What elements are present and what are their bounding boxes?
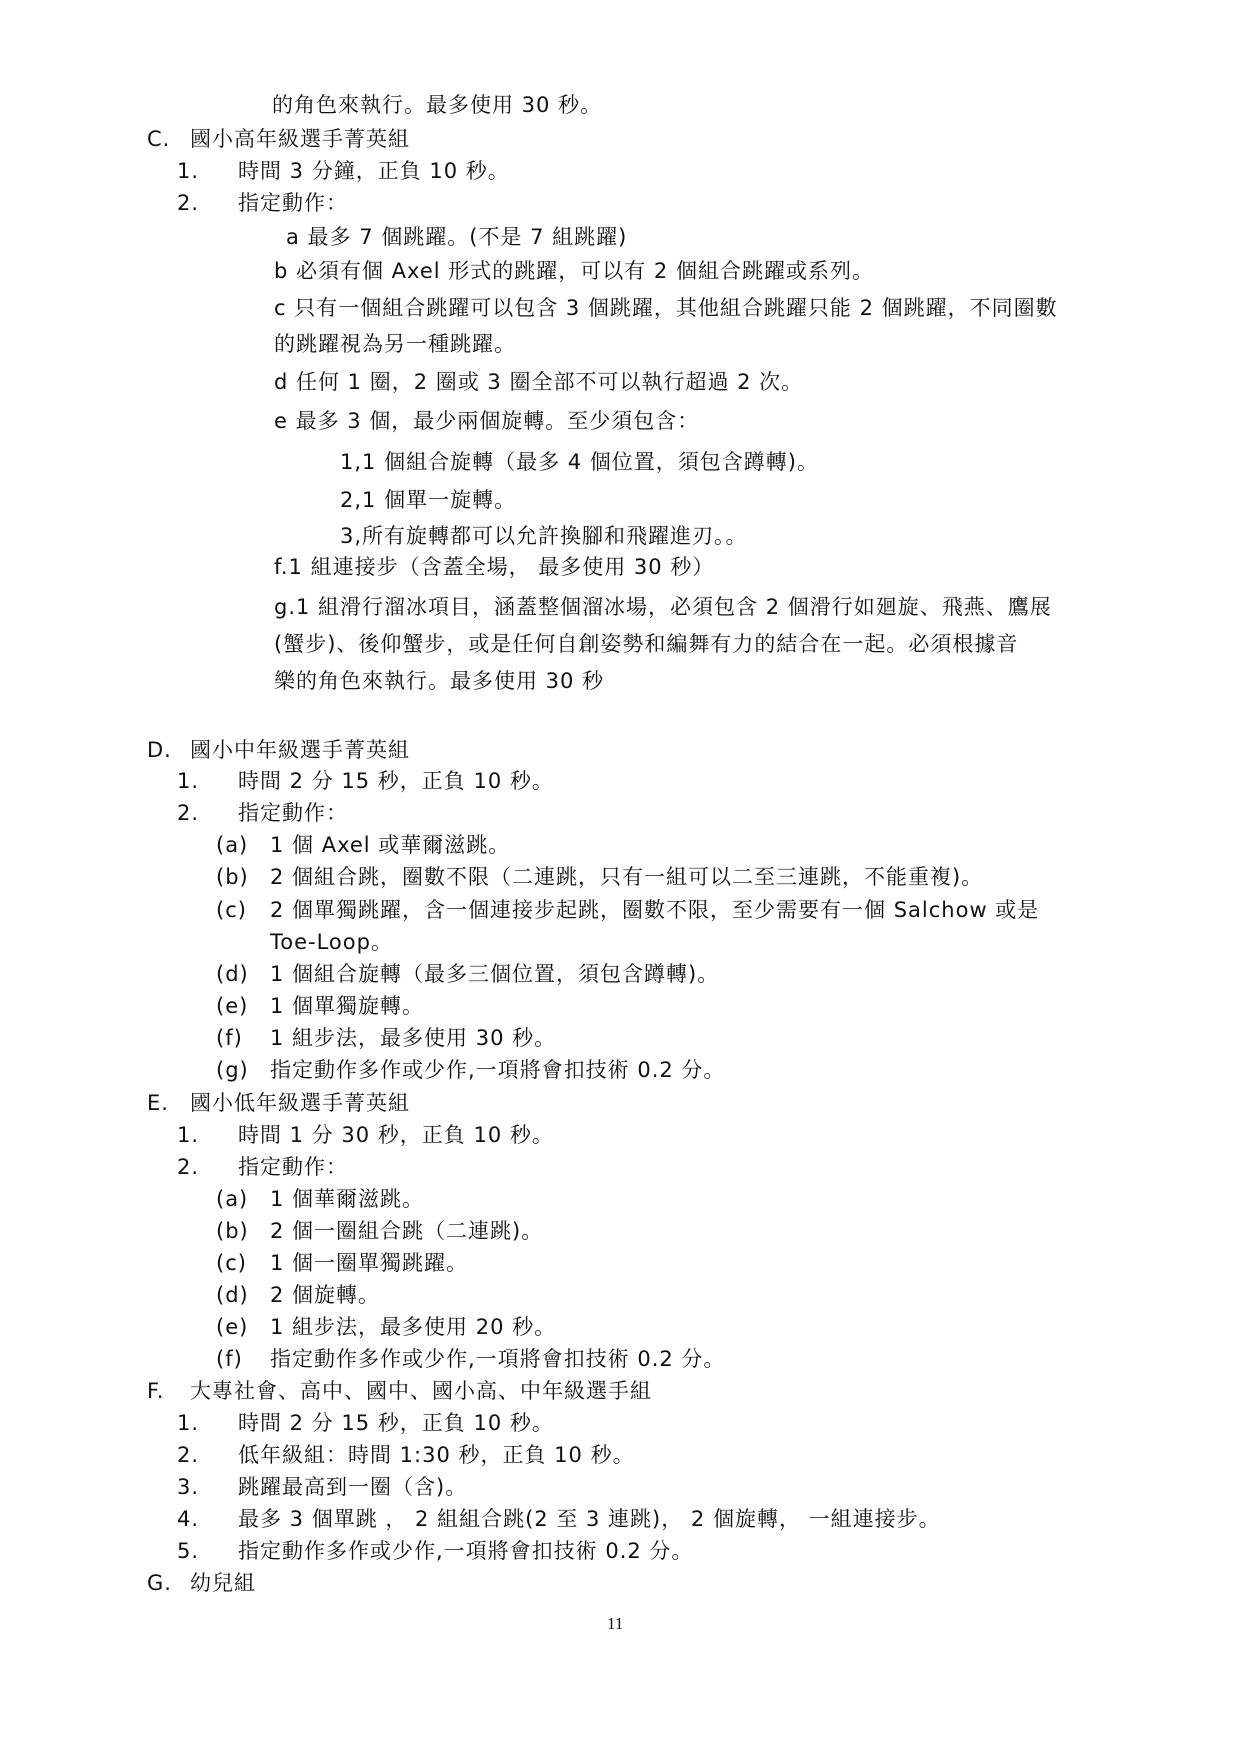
- section-title: 大專社會、高中、國中、國小高、中年級選手組: [190, 1379, 652, 1403]
- sub-text: 1 個單獨旋轉。: [270, 994, 425, 1018]
- sub-item-c-cont: 的跳躍視為另一種跳躍。: [274, 332, 516, 356]
- item-number: 1.: [177, 159, 200, 183]
- item-number: 2.: [177, 1155, 200, 1179]
- sub-label: (f): [216, 1026, 243, 1050]
- item-number: 5.: [177, 1539, 200, 1563]
- section-label: C.: [147, 127, 171, 151]
- item-number: 2.: [177, 801, 200, 825]
- item-number: 1.: [177, 1123, 200, 1147]
- sub-text: 指定動作多作或少作,一項將會扣技術 0.2 分。: [270, 1058, 726, 1082]
- sub-item-g-cont: 樂的角色來執行。最多使用 30 秒: [274, 669, 605, 693]
- sub-label: (b): [216, 865, 249, 889]
- sub-label: (d): [216, 962, 249, 986]
- sub-text: 2 個單獨跳躍，含一個連接步起跳，圈數不限，至少需要有一個 Salchow 或是: [270, 898, 1040, 922]
- item-text: 時間 1 分 30 秒，正負 10 秒。: [238, 1123, 554, 1147]
- item-text: 指定動作：: [238, 1155, 348, 1179]
- item-number: 1.: [177, 1411, 200, 1435]
- sub-label: (b): [216, 1219, 249, 1243]
- item-text: 最多 3 個單跳 ， 2 組組合跳(2 至 3 連跳)， 2 個旋轉， 一組連接步。: [238, 1507, 941, 1531]
- sub-text: 1 個組合旋轉（最多三個位置，須包含蹲轉)。: [270, 962, 720, 986]
- sub-label: (d): [216, 1283, 249, 1307]
- sub-sub-item-1: 1,1 個組合旋轉（最多 4 個位置，須包含蹲轉)。: [340, 450, 819, 474]
- section-title: 國小高年級選手菁英組: [190, 127, 410, 151]
- section-label: G.: [147, 1571, 172, 1595]
- section-label: E.: [147, 1091, 169, 1115]
- sub-text: 1 組步法，最多使用 20 秒。: [270, 1315, 557, 1339]
- sub-label: (f): [216, 1347, 243, 1371]
- sub-item-a: a 最多 7 個跳躍。(不是 7 組跳躍): [286, 225, 628, 249]
- item-number: 2.: [177, 191, 200, 215]
- item-text: 時間 3 分鐘，正負 10 秒。: [238, 159, 510, 183]
- sub-text: 1 個華爾滋跳。: [270, 1187, 425, 1211]
- sub-label: (a): [216, 833, 249, 857]
- section-title: 國小中年級選手菁英組: [190, 738, 410, 762]
- item-number: 4.: [177, 1507, 200, 1531]
- sub-item-e: e 最多 3 個，最少兩個旋轉。至少須包含：: [274, 409, 700, 433]
- sub-item-c: c 只有一個組合跳躍可以包含 3 個跳躍，其他組合跳躍只能 2 個跳躍，不同圈數: [274, 296, 1058, 320]
- sub-label: (c): [216, 1251, 247, 1275]
- item-number: 3.: [177, 1475, 200, 1499]
- sub-item-d: d 任何 1 圈，2 圈或 3 圈全部不可以執行超過 2 次。: [274, 370, 804, 394]
- sub-label: (a): [216, 1187, 249, 1211]
- section-title: 幼兒組: [190, 1571, 256, 1595]
- section-label: D.: [147, 738, 172, 762]
- item-text: 指定動作：: [238, 191, 348, 215]
- sub-item-g: g.1 組滑行溜冰項目，涵蓋整個溜冰場，必須包含 2 個滑行如廻旋、飛燕、鷹展: [274, 595, 1052, 619]
- sub-sub-item-2: 2,1 個單一旋轉。: [340, 488, 517, 512]
- sub-text: 1 組步法，最多使用 30 秒。: [270, 1026, 557, 1050]
- item-number: 2.: [177, 1443, 200, 1467]
- sub-item-f: f.1 組連接步（含蓋全場， 最多使用 30 秒）: [274, 555, 715, 579]
- sub-text-cont: Toe-Loop。: [270, 930, 393, 954]
- sub-label: (c): [216, 898, 247, 922]
- item-number: 1.: [177, 769, 200, 793]
- page-number: 11: [607, 1614, 624, 1633]
- item-text: 時間 2 分 15 秒，正負 10 秒。: [238, 769, 554, 793]
- item-text: 指定動作多作或少作,一項將會扣技術 0.2 分。: [238, 1539, 694, 1563]
- sub-text: 2 個一圈組合跳（二連跳)。: [270, 1219, 544, 1243]
- sub-item-g-cont: (蟹步)、後仰蟹步，或是任何自創姿勢和編舞有力的結合在一起。必須根據音: [274, 632, 1019, 656]
- item-text: 指定動作：: [238, 801, 348, 825]
- continuation-line: 的角色來執行。最多使用 30 秒。: [272, 93, 603, 117]
- sub-sub-item-3: 3,所有旋轉都可以允許換腳和飛躍進刃。。: [340, 524, 748, 548]
- sub-text: 2 個組合跳，圈數不限（二連跳，只有一組可以二至三連跳，不能重複)。: [270, 865, 984, 889]
- sub-text: 1 個 Axel 或華爾滋跳。: [270, 833, 511, 857]
- sub-text: 指定動作多作或少作,一項將會扣技術 0.2 分。: [270, 1347, 726, 1371]
- sub-label: (g): [216, 1058, 249, 1082]
- sub-label: (e): [216, 994, 249, 1018]
- sub-text: 2 個旋轉。: [270, 1283, 381, 1307]
- item-text: 時間 2 分 15 秒，正負 10 秒。: [238, 1411, 554, 1435]
- sub-item-b: b 必須有個 Axel 形式的跳躍，可以有 2 個組合跳躍或系列。: [274, 259, 874, 283]
- item-text: 跳躍最高到一圈（含)。: [238, 1475, 468, 1499]
- section-title: 國小低年級選手菁英組: [190, 1091, 410, 1115]
- sub-text: 1 個一圈單獨跳躍。: [270, 1251, 469, 1275]
- item-text: 低年級組：時間 1:30 秒，正負 10 秒。: [238, 1443, 635, 1467]
- sub-label: (e): [216, 1315, 249, 1339]
- section-label: F.: [147, 1379, 165, 1403]
